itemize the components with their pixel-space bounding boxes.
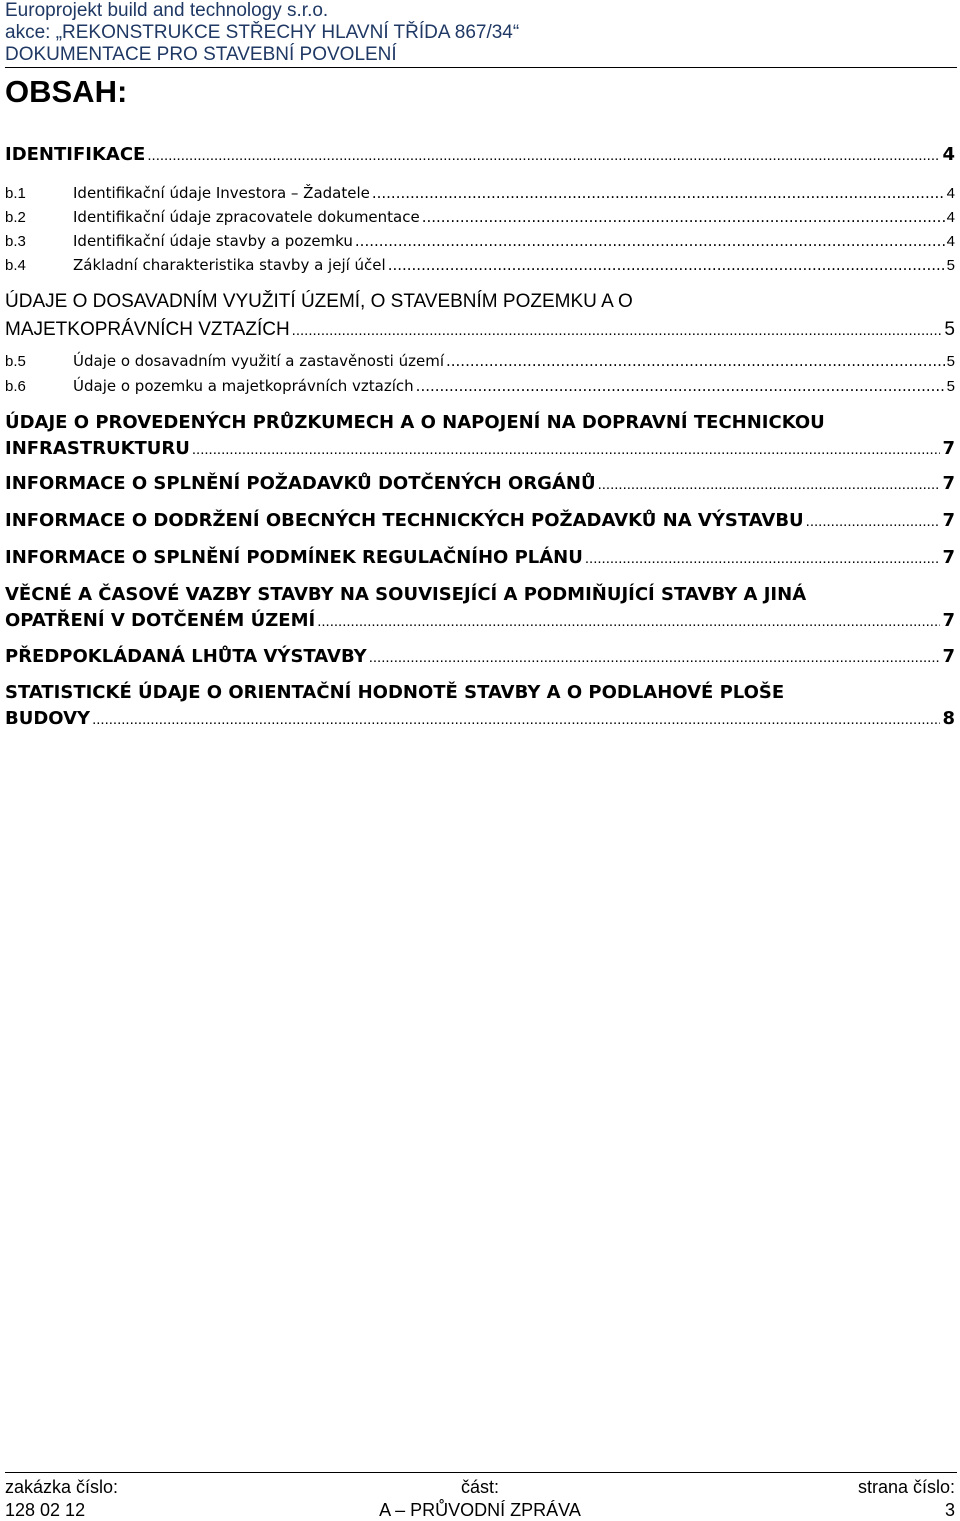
toc-page-number: 4 <box>946 185 955 202</box>
toc-entry-number: b.5 <box>5 353 26 370</box>
toc-leader <box>92 707 940 733</box>
toc-entry-number: b.4 <box>5 257 26 274</box>
toc-leader <box>369 645 941 671</box>
toc-page-number: 7 <box>942 610 955 631</box>
toc-entry-label: Údaje o pozemku a majetkoprávních vztazích <box>73 377 414 395</box>
toc-entry-udaje-pruzkumy[interactable] <box>5 410 955 463</box>
toc-leader <box>192 437 941 463</box>
toc-entry-b5[interactable] <box>5 349 955 374</box>
toc-leader <box>372 181 945 205</box>
toc-page-number: 5 <box>944 319 955 340</box>
toc-entry-label: PŘEDPOKLÁDANÁ LHŮTA VÝSTAVBY <box>5 646 367 667</box>
toc-entry-identifikace[interactable] <box>5 142 955 169</box>
toc-page-number: 7 <box>942 510 955 531</box>
toc-leader <box>317 609 940 635</box>
toc-entry-number: b.1 <box>5 185 26 202</box>
toc-entry-b6[interactable] <box>5 374 955 399</box>
toc-entry-number: b.2 <box>5 209 26 226</box>
order-number-label: zakázka číslo: <box>5 1477 119 1497</box>
toc-page-number: 5 <box>946 353 955 370</box>
toc-title: OBSAH: <box>5 74 128 109</box>
project-name: akce: „REKONSTRUKCE STŘECHY HLAVNÍ TŘÍDA 867/34“ <box>5 22 520 43</box>
toc-entry-label: INFORMACE O DODRŽENÍ OBECNÝCH TECHNICKÝCH POŽADAVKŮ NA VÝSTAVBU <box>5 510 804 531</box>
toc-page-number: 7 <box>942 473 955 494</box>
toc-leader <box>446 349 945 373</box>
toc-entry-label-line2: MAJETKOPRÁVNÍCH VZTAZÍCH <box>5 319 290 340</box>
toc-entry-vecne-casove-vazby[interactable] <box>5 582 955 635</box>
toc-leader <box>598 472 941 498</box>
toc-entry-label-line1: ÚDAJE O PROVEDENÝCH PRŮZKUMECH A O NAPOJENÍ NA DOPRAVNÍ TECHNICKOU <box>5 412 825 433</box>
toc-leader <box>147 143 940 169</box>
toc-page-number: 7 <box>942 547 955 568</box>
toc-entry-label: Údaje o dosavadním využití a zastavěnosti území <box>73 352 444 370</box>
toc-entry-label: INFORMACE O SPLNĚNÍ POŽADAVKŮ DOTČENÝCH ORGÁNŮ <box>5 473 596 494</box>
toc-entry-b3[interactable] <box>5 229 955 254</box>
toc-leader <box>585 546 941 572</box>
footer-divider <box>5 1472 957 1473</box>
toc-entry-informace-regulacni-plan[interactable] <box>5 545 955 572</box>
toc-entry-statisticke-udaje[interactable] <box>5 680 955 733</box>
toc-page-number: 4 <box>946 209 955 226</box>
toc-page-number: 4 <box>946 233 955 250</box>
toc-entry-label-line1: STATISTICKÉ ÚDAJE O ORIENTAČNÍ HODNOTĚ STAVBY A O PODLAHOVÉ PLOŠE <box>5 682 785 703</box>
toc-entry-label-line2: BUDOVY <box>5 708 91 729</box>
header-divider <box>5 67 957 68</box>
toc-entry-udaje-dosavadni[interactable] <box>5 289 955 344</box>
toc-entry-number: b.3 <box>5 233 26 250</box>
toc-entry-label: INFORMACE O SPLNĚNÍ PODMÍNEK REGULAČNÍHO PLÁNU <box>5 547 583 568</box>
page-header <box>5 0 957 66</box>
part-value: A – PRŮVODNÍ ZPRÁVA <box>379 1500 581 1520</box>
toc-leader <box>806 509 941 535</box>
toc-entry-lhuta-vystavby[interactable] <box>5 644 955 671</box>
toc-leader <box>416 374 945 398</box>
company-name: Europrojekt build and technology s.r.o. <box>5 0 329 21</box>
toc-entry-informace-pozadavky[interactable] <box>5 508 955 535</box>
toc-entry-label: Identifikační údaje stavby a pozemku <box>73 232 353 250</box>
document-type: DOKUMENTACE PRO STAVEBNÍ POVOLENÍ <box>5 44 397 65</box>
toc-entry-b4[interactable] <box>5 253 955 278</box>
page-number-value: 3 <box>944 1500 955 1520</box>
toc-page-number: 7 <box>942 438 955 459</box>
toc-page-number: 5 <box>946 257 955 274</box>
toc-leader <box>355 229 945 253</box>
toc-page-number: 7 <box>942 646 955 667</box>
toc-entry-label: IDENTIFIKACE <box>5 144 146 165</box>
toc-entry-label: Základní charakteristika stavby a její účel <box>73 256 386 274</box>
toc-entry-label: Identifikační údaje zpracovatele dokumentace <box>73 208 420 226</box>
toc-entry-number: b.6 <box>5 378 26 395</box>
toc-leader <box>388 253 945 277</box>
order-number-value: 128 02 12 <box>5 1500 86 1520</box>
toc-entry-label-line2: INFRASTRUKTURU <box>5 438 190 459</box>
toc-leader <box>292 318 943 344</box>
toc-entry-label: Identifikační údaje Investora – Žadatele <box>73 184 370 202</box>
toc-entry-b2[interactable] <box>5 205 955 230</box>
toc-entry-informace-organy[interactable] <box>5 471 955 498</box>
toc-page-number: 4 <box>942 144 955 165</box>
toc-entry-label-line2: OPATŘENÍ V DOTČENÉM ÚZEMÍ <box>5 610 316 631</box>
toc-page-number: 8 <box>942 708 955 729</box>
page-number-label: strana číslo: <box>857 1477 955 1497</box>
toc-entry-label-line1: VĚCNÉ A ČASOVÉ VAZBY STAVBY NA SOUVISEJÍCÍ A PODMIŇUJÍCÍ STAVBY A JINÁ <box>5 584 807 605</box>
toc-entry-b1[interactable] <box>5 181 955 206</box>
toc-page-number: 5 <box>946 378 955 395</box>
toc-leader <box>422 205 945 229</box>
part-label: část: <box>460 1477 499 1497</box>
toc-entry-label-line1: ÚDAJE O DOSAVADNÍM VYUŽITÍ ÚZEMÍ, O STAVEBNÍM POZEMKU A O <box>5 291 633 312</box>
